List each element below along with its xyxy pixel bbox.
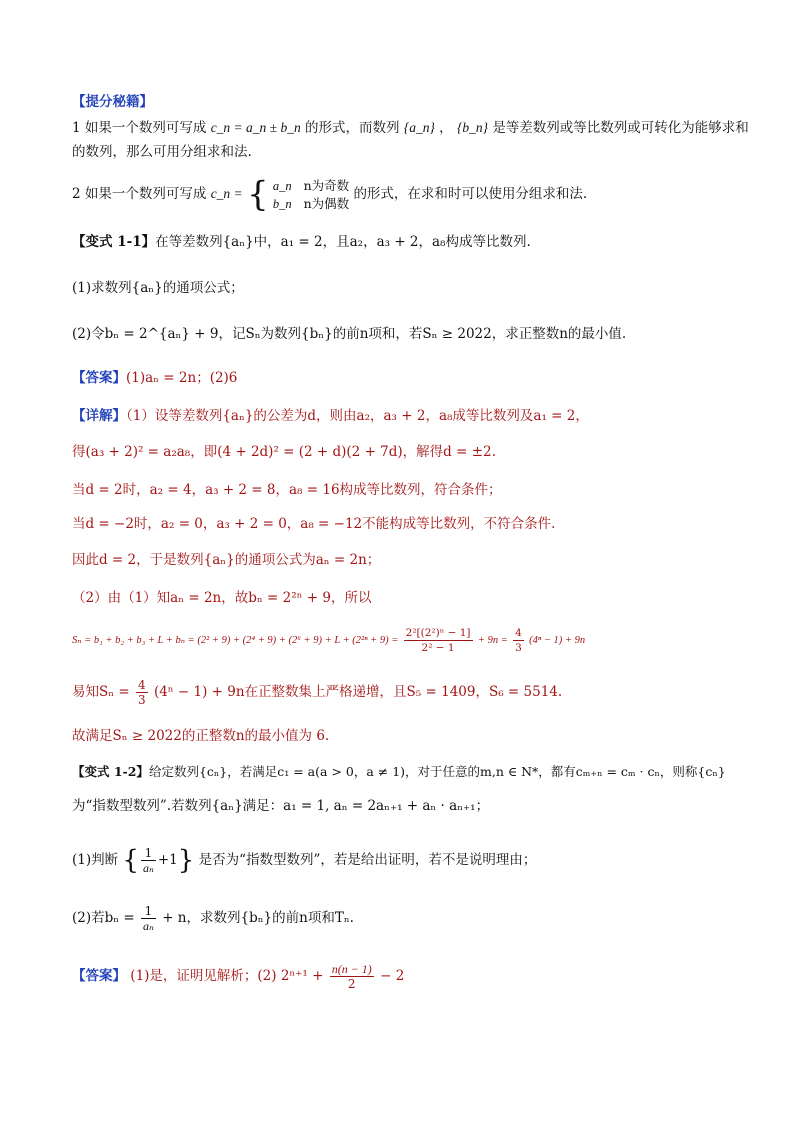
sum-formula-line bbox=[72, 624, 744, 657]
variation-1-1-stem: 在等差数列{aₙ}中，a₁ = 2，且a₂，a₃ + 2，a₈构成等比数列. bbox=[155, 234, 531, 250]
tips-line-1-set-a: {a_n} bbox=[403, 120, 435, 135]
case-bottom-condition: n为偶数 bbox=[303, 195, 350, 211]
question-2-prefix: (2)若bₙ = bbox=[72, 910, 135, 926]
tips-title: 【提分秘籍】 bbox=[72, 94, 153, 110]
variation-1-2-question-1 bbox=[72, 842, 744, 878]
detail-line-9: 故满足Sₙ ≥ 2022的正整数n的最小值为 6. bbox=[72, 728, 330, 744]
case-top bbox=[273, 177, 349, 195]
tips-line-1-comma: ， bbox=[439, 120, 453, 136]
detail-8-fraction-numerator: 4 bbox=[138, 678, 146, 692]
variation-1-2-label: 【变式 1-2】 bbox=[72, 764, 149, 779]
question-2-fraction-denominator: aₙ bbox=[143, 919, 154, 933]
tips-line-1-set-b: {b_n} bbox=[456, 120, 489, 135]
detail-8-suffix: (4ⁿ − 1) + 9n在正整数集上严格递增，且S₅ = 1409，S₆ = 5514. bbox=[153, 684, 563, 700]
answer-text: (1)aₙ = 2n；(2)6 bbox=[126, 370, 238, 386]
tips-line-1 bbox=[72, 118, 749, 138]
question-1-fraction-numerator: 1 bbox=[141, 846, 156, 861]
variation-1-1-answer-line bbox=[72, 368, 744, 388]
variation-1-2-answer-line bbox=[72, 960, 744, 992]
answer-fraction-denominator: 2 bbox=[347, 977, 356, 991]
detail-8-fraction-denominator: 3 bbox=[138, 693, 146, 707]
question-1-fraction-denominator: aₙ bbox=[142, 861, 154, 875]
answer-suffix: − 2 bbox=[380, 968, 405, 984]
variation-1-2-stem-1: 给定数列{cₙ}，若满足c₁ = a(a > 0，a ≠ 1)，对于任意的m,n ∈ N*，都有cₘ₊ₙ = cₘ · cₙ，则称{cₙ} bbox=[148, 764, 726, 779]
answer-fraction-numerator: n(n − 1) bbox=[331, 962, 372, 976]
answer-prefix: (1)是，证明见解析；(2) 2ⁿ⁺¹ + bbox=[130, 968, 324, 984]
question-2-fraction bbox=[141, 904, 156, 933]
sum-formula-left: Sₙ = b₁ + b₂ + b₃ + L + bₙ = (2² + 9) + (2⁴ + 9) + (2⁶ + 9) + L + (2²ⁿ + 9) = bbox=[72, 635, 399, 646]
detail-8-prefix: 易知Sₙ = bbox=[72, 684, 130, 700]
piecewise-cases bbox=[273, 177, 349, 213]
answer-label: 【答案】 bbox=[72, 370, 126, 386]
detail-line-3: 当d = 2时，a₂ = 4，a₃ + 2 = 8，a₈ = 16构成等比数列，符合条件； bbox=[72, 482, 502, 498]
case-bottom-value: b_n bbox=[272, 196, 292, 211]
sum-fraction bbox=[404, 626, 473, 655]
detail-line-1 bbox=[72, 406, 744, 426]
detail-label: 【详解】 bbox=[72, 408, 126, 424]
question-2-suffix: + n，求数列{bₙ}的前n项和Tₙ. bbox=[162, 910, 354, 926]
detail-text-1: （1）设等差数列{aₙ}的公差为d，则由a₂，a₃ + 2，a₈成等比数列及a₁ = 2， bbox=[126, 408, 589, 424]
variation-1-2-question-2 bbox=[72, 902, 744, 934]
tips-line-3-cn: c_n = bbox=[210, 186, 243, 201]
case-bottom bbox=[273, 195, 349, 213]
tips-line-1-prefix: 1 如果一个数列可写成 bbox=[72, 120, 207, 136]
tips-line-3 bbox=[72, 176, 744, 213]
tips-line-2: 的数列，那么可用分组求和法. bbox=[72, 144, 252, 160]
right-brace-icon: } bbox=[177, 845, 195, 876]
sum-fraction-numerator: 2²[(2²)ⁿ − 1] bbox=[405, 626, 471, 639]
detail-line-2: 得(a₃ + 2)² = a₂a₈，即(4 + 2d)² = (2 + d)(2 + 7d)，解得d = ±2. bbox=[72, 444, 496, 460]
sum-fraction-denominator: 2² − 1 bbox=[421, 641, 455, 654]
answer-label: 【答案】 bbox=[72, 968, 126, 984]
detail-line-4: 当d = −2时，a₂ = 0，a₃ + 2 = 0，a₈ = −12不能构成等比数列，不符合条件. bbox=[72, 516, 556, 532]
detail-8-fraction bbox=[136, 678, 148, 707]
sum-coefficient-numerator: 4 bbox=[515, 626, 522, 639]
variation-1-2-stem-line-1 bbox=[72, 762, 744, 782]
sum-coefficient-denominator: 3 bbox=[515, 641, 522, 654]
sum-coefficient-fraction bbox=[513, 626, 524, 655]
case-top-value: a_n bbox=[272, 178, 292, 193]
variation-1-1-question-1: (1)求数列{aₙ}的通项公式； bbox=[72, 280, 244, 296]
detail-line-5: 因此d = 2，于是数列{aₙ}的通项公式为aₙ = 2n； bbox=[72, 552, 381, 568]
variation-1-1-stem-line bbox=[72, 232, 744, 252]
variation-1-1-question-2: (2)令bₙ = 2^{aₙ} + 9，记Sₙ为数列{bₙ}的前n项和，若Sₙ ≥ 2022，求正整数n的最小值. bbox=[72, 326, 627, 342]
question-1-prefix: (1)判断 bbox=[72, 852, 119, 868]
answer-fraction bbox=[330, 962, 374, 991]
question-1-plus-one: +1 bbox=[157, 852, 178, 868]
left-brace-icon: { bbox=[122, 845, 139, 876]
question-1-suffix: 是否为“指数型数列”，若是给出证明，若不是说明理由； bbox=[198, 852, 537, 868]
question-2-fraction-numerator: 1 bbox=[141, 904, 156, 919]
tips-line-3-suffix: 的形式，在求和时可以使用分组求和法. bbox=[353, 186, 588, 202]
variation-1-2-stem-line-2: 为“指数型数列”.若数列{aₙ}满足：a₁ = 1, aₙ = 2aₙ₊₁ + aₙ · aₙ₊₁； bbox=[72, 798, 490, 814]
tips-line-1-suffix: 是等差数列或等比数列或可转化为能够求和 bbox=[492, 120, 749, 136]
variation-1-1-label: 【变式 1-1】 bbox=[72, 234, 156, 250]
question-1-fraction bbox=[141, 846, 156, 875]
tips-line-3-prefix: 2 如果一个数列可写成 bbox=[72, 186, 207, 202]
sum-formula-mid: + 9n = bbox=[477, 635, 508, 646]
tips-line-1-formula: c_n = a_n ± b_n bbox=[210, 120, 301, 135]
detail-line-6: （2）由（1）知aₙ = 2n，故bₙ = 2²ⁿ + 9，所以 bbox=[72, 590, 372, 606]
case-top-condition: n为奇数 bbox=[303, 177, 350, 193]
detail-line-8 bbox=[72, 676, 744, 708]
sum-formula-right: (4ⁿ − 1) + 9n bbox=[529, 635, 586, 646]
left-brace-icon: { bbox=[246, 174, 269, 215]
tips-line-1-mid: 的形式，而数列 bbox=[305, 120, 400, 136]
